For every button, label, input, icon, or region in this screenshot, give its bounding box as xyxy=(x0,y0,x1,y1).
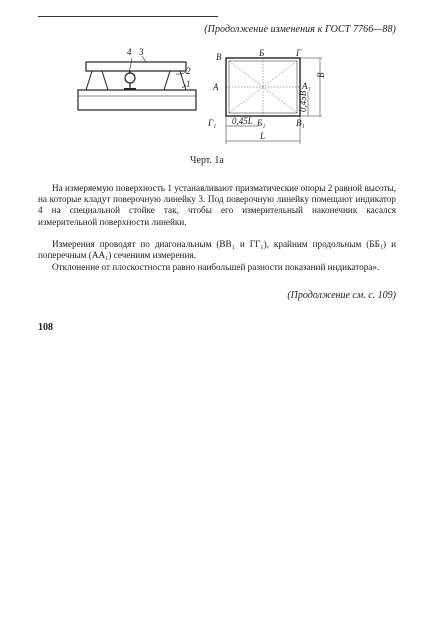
paragraph-2: Измерения проводят по диагональным (ВВ₁ и ГГ₁), крайним продольным (ББ₁) и поперечным (АА₁) сечениям измерения. xyxy=(38,239,396,261)
label-4: 4 xyxy=(127,47,132,57)
paragraph-1: На измеряемую поверхность 1 устанавливают призматические опоры 2 равной высоты, на которые кладут поверочную линейку 3. Под поверочную линейку помещают индикатор 4 на специальной стойке так, чтобы его измерительный наконечник касался измерительной поверхности линейки. xyxy=(38,183,396,227)
paragraph-3: Отклонение от плоскостности равно наибольшей разности показаний индикатора». xyxy=(52,262,380,272)
label-3: 3 xyxy=(139,47,144,57)
measured-surface xyxy=(78,90,196,110)
label-dim-v: В xyxy=(316,72,326,78)
continuation-footer: (Продолжение см. с. 109) xyxy=(287,290,396,301)
continuation-header: (Продолжение изменения к ГОСТ 7766—88) xyxy=(204,24,396,35)
left-prism-support xyxy=(86,71,108,90)
label-1: 1 xyxy=(186,79,191,89)
label-dim-l: L xyxy=(260,131,266,141)
label-b: Б xyxy=(259,48,265,58)
label-b1: Б₁ xyxy=(257,118,266,128)
label-a1: А₁ xyxy=(302,81,311,91)
label-dim-045l: 0,45L xyxy=(232,116,253,126)
top-rule xyxy=(38,16,218,17)
plan-view-figure xyxy=(208,48,330,148)
measuring-setup-figure xyxy=(72,44,202,120)
label-dim-045v: 0,45В xyxy=(298,90,308,112)
label-g: Г xyxy=(296,48,302,58)
label-v: В xyxy=(216,52,222,62)
page-number: 108 xyxy=(38,322,53,333)
indicator-stand xyxy=(124,88,136,90)
label-v1: В₁ xyxy=(296,118,305,128)
figure-caption: Черт. 1а xyxy=(190,155,224,166)
straightedge xyxy=(86,62,186,71)
label-g1: Г₁ xyxy=(208,118,217,128)
indicator-dial xyxy=(125,73,135,83)
label-2: 2 xyxy=(186,66,191,76)
label-a: А xyxy=(213,82,219,92)
